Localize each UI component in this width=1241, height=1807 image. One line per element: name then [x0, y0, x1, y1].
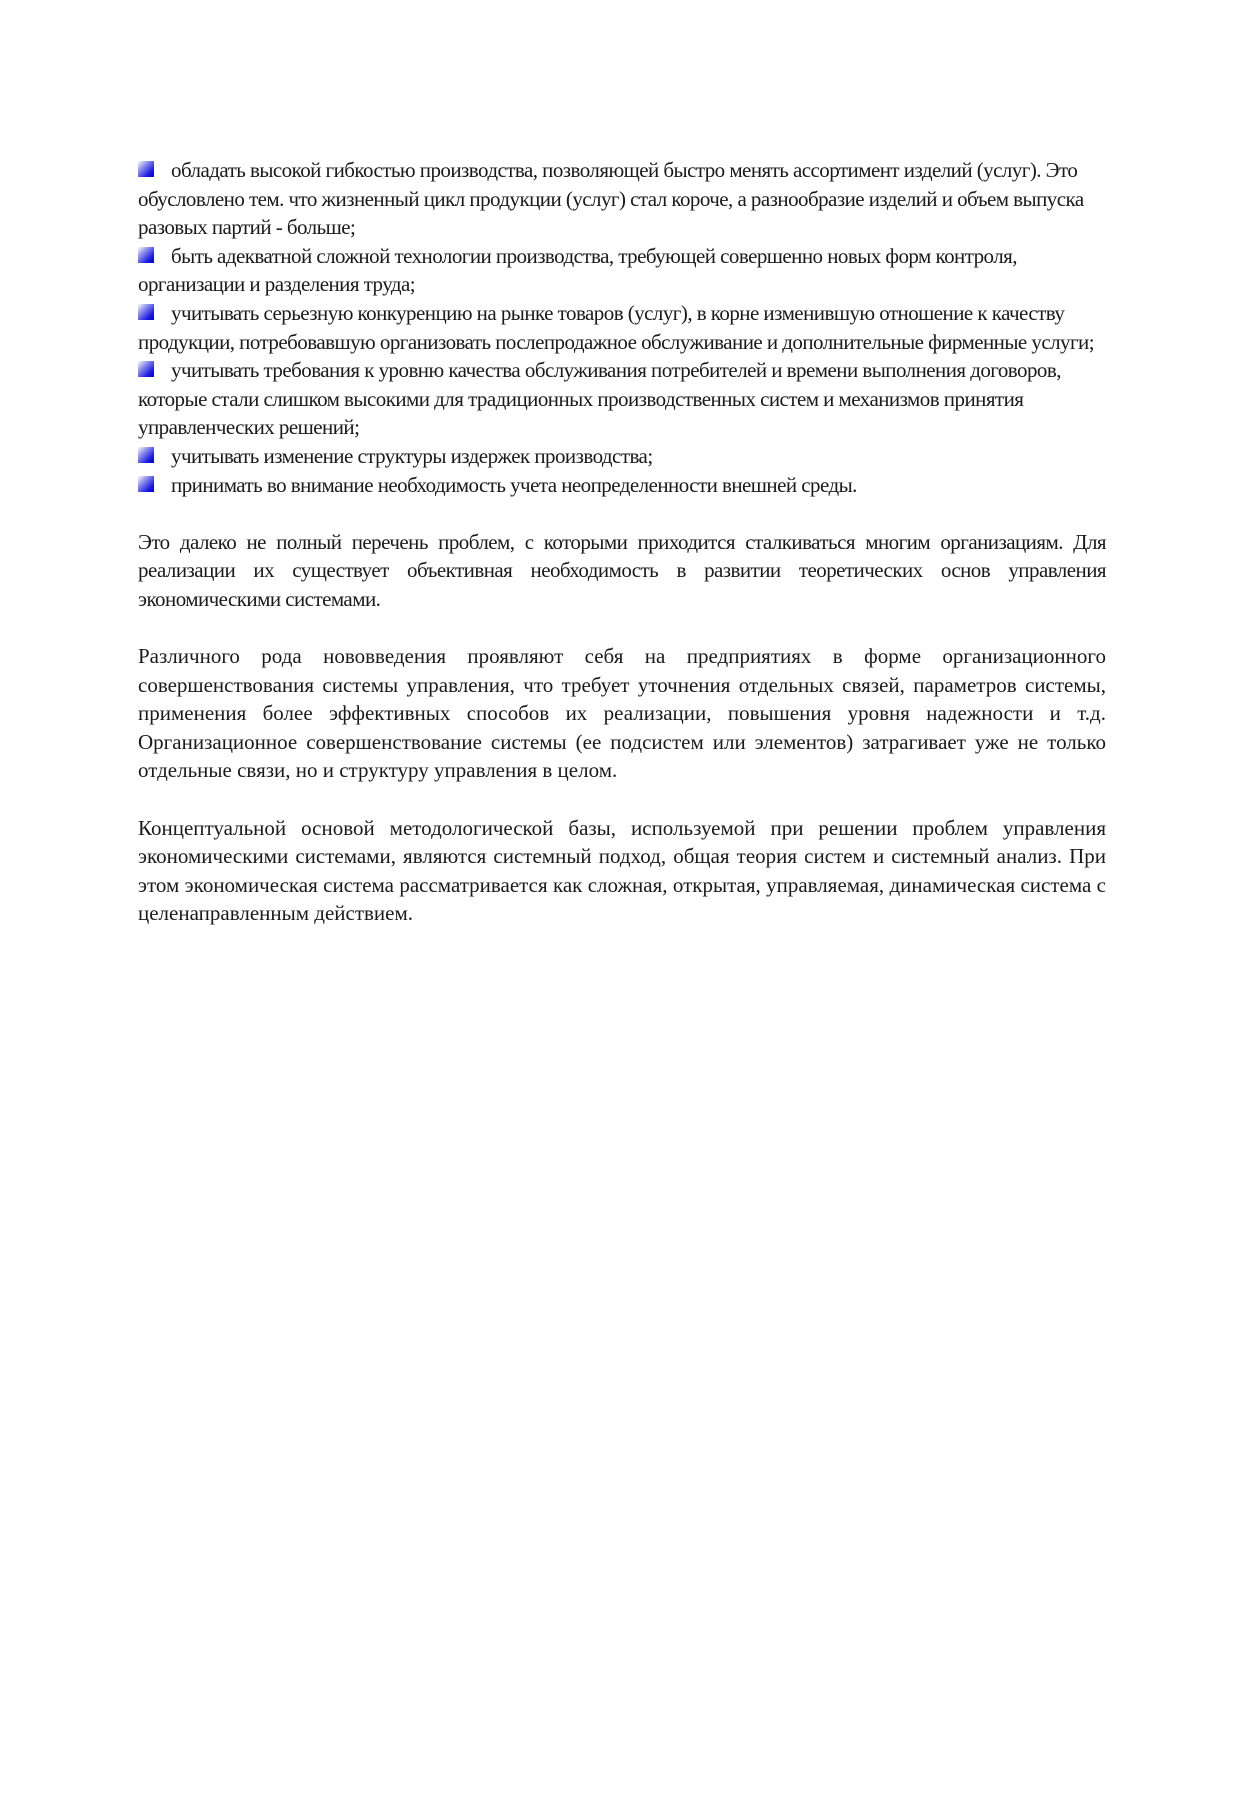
list-item-text: быть адекватной сложной технологии производства, требующей совершенно новых форм контроля, организации и разделения труда;: [138, 243, 1017, 297]
square-bullet-icon: [138, 361, 154, 377]
list-item-text: принимать во внимание необходимость учета неопределенности внешней среды.: [171, 472, 857, 497]
square-bullet-icon: [138, 161, 154, 177]
paragraph-spacer: [138, 785, 1106, 814]
list-item: [138, 442, 1106, 471]
list-item-text: учитывать серьезную конкуренцию на рынке товаров (услуг), в корне изменившую отношение к качеству продукции, потребовавшую организовать послепродажное обслуживание и дополнительные фирменные услуги;: [138, 300, 1095, 354]
list-item: [138, 299, 1106, 356]
requirements-list: [138, 156, 1106, 499]
paragraph-spacer: [138, 499, 1106, 528]
document-page: [138, 156, 1106, 928]
list-item: [138, 356, 1106, 442]
list-item: [138, 471, 1106, 500]
paragraph-innovations: Различного рода нововведения проявляют себя на предприятиях в форме организационного совершенствования системы управления, что требует уточнения отдельных связей, параметров системы, применения более эффективных способов их реализации, повышения уровня надежности и т.д. Организационное совершенствование системы (ее подсистем или элементов) затрагивает уже не только отдельные связи, но и структуру управления в целом.: [138, 644, 1106, 783]
paragraph-methodology: Концептуальной основой методологической базы, используемой при решении проблем управления экономическими системами, являются системный подход, общая теория систем и системный анализ. При этом экономическая система рассматривается как сложная, открытая, управляемая, динамическая система с целенаправленным действием.: [138, 815, 1106, 926]
square-bullet-icon: [138, 476, 154, 492]
list-item: [138, 156, 1106, 242]
square-bullet-icon: [138, 247, 154, 263]
square-bullet-icon: [138, 304, 154, 320]
paragraph-problems: Это далеко не полный перечень проблем, с которыми приходится сталкиваться многим организациям. Для реализации их существует объективная необходимость в развитии теоретических основ управления экономическими системами.: [138, 529, 1106, 611]
list-item-text: обладать высокой гибкостью производства, позволяющей быстро менять ассортимент изделий (услуг). Это обусловлено тем. что жизненный цикл продукции (услуг) стал короче, а разнообразие изделий и объем выпуска разовых партий - больше;: [138, 158, 1084, 240]
paragraph-spacer: [138, 614, 1106, 643]
list-item-text: учитывать требования к уровню качества обслуживания потребителей и времени выполнения договоров, которые стали слишком высокими для традиционных производственных систем и механизмов принятия управленческих решений;: [138, 358, 1061, 440]
square-bullet-icon: [138, 447, 154, 463]
list-item: [138, 242, 1106, 299]
list-item-text: учитывать изменение структуры издержек производства;: [171, 443, 653, 468]
